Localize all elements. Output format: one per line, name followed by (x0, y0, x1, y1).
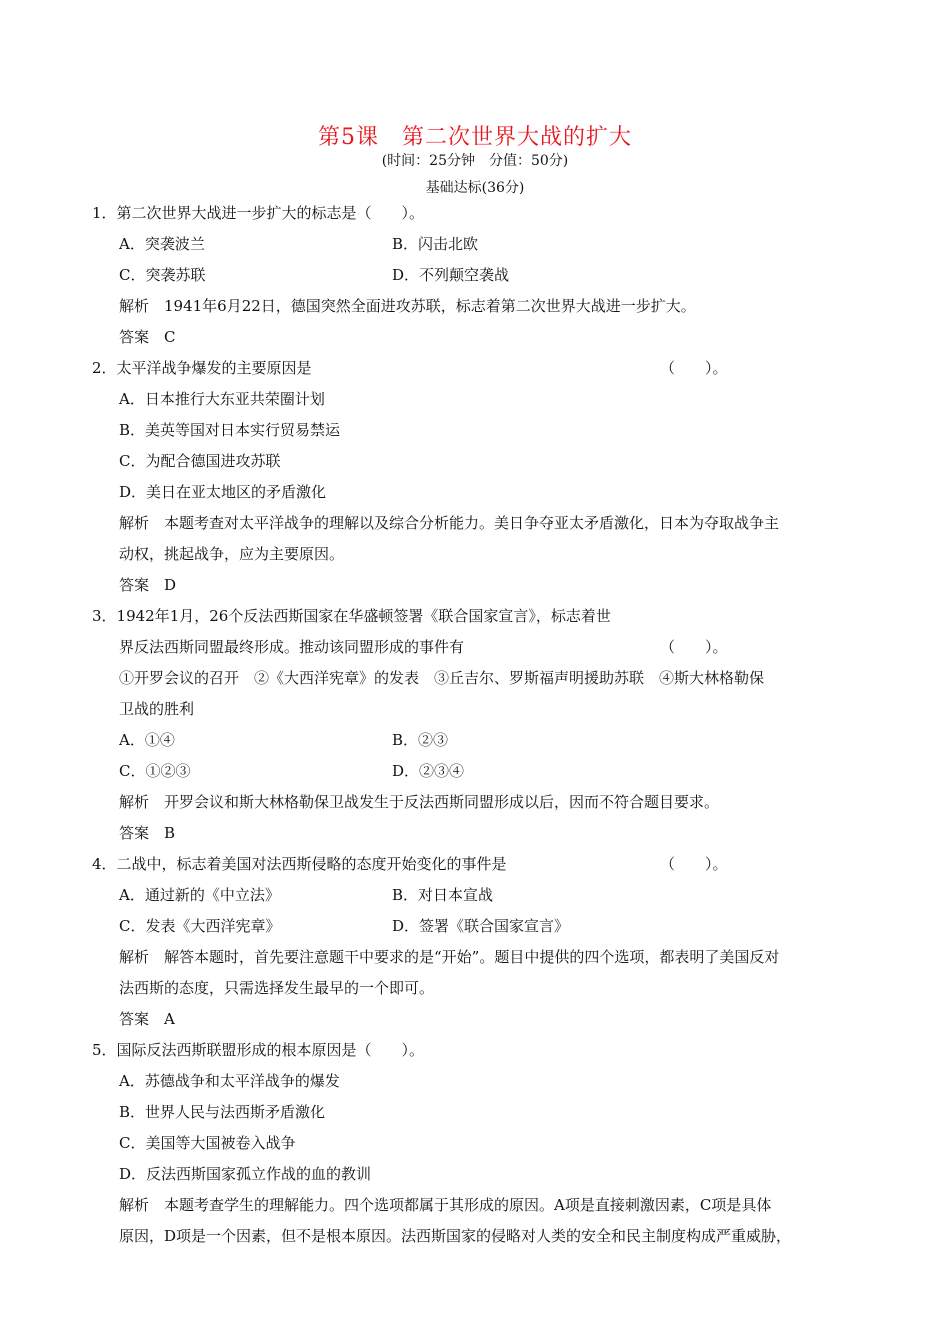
q3-items-line2: 卫战的胜利 (119, 700, 195, 718)
q4-option-b: B．对日本宣战 (392, 886, 494, 904)
time-score-info: (时间：25分钟 分值：50分) (381, 153, 569, 169)
q2-option-d: D．美日在亚太地区的矛盾激化 (119, 483, 327, 501)
q1-option-b: B．闪击北欧 (392, 235, 479, 253)
q4-answer-blank: （ ）。 (660, 855, 728, 873)
q5-stem: 5．国际反法西斯联盟形成的根本原因是（ ）。 (92, 1041, 425, 1059)
q5-option-c: C．美国等大国被卷入战争 (119, 1134, 296, 1152)
q3-option-a: A．①④ (119, 731, 175, 749)
q2-analysis-line1: 解析 本题考查对太平洋战争的理解以及综合分析能力。美日争夺亚太矛盾激化，日本为夺取战争主 (119, 514, 780, 532)
q4-option-a: A．通过新的《中立法》 (119, 886, 280, 904)
q1-option-d: D．不列颠空袭战 (392, 266, 510, 284)
q3-answer: 答案 B (119, 824, 176, 842)
q5-option-d: D．反法西斯国家孤立作战的血的教训 (119, 1165, 372, 1183)
q1-option-c: C．突袭苏联 (119, 266, 206, 284)
q5-analysis-line2: 原因，D项是一个因素，但不是根本原因。法西斯国家的侵略对人类的安全和民主制度构成严重威胁， (119, 1227, 792, 1245)
q1-option-a: A．突袭波兰 (119, 235, 205, 253)
q3-stem-line2: 界反法西斯同盟最终形成。推动该同盟形成的事件有 (119, 638, 465, 656)
q1-stem: 1．第二次世界大战进一步扩大的标志是（ ）。 (92, 204, 425, 222)
q2-analysis-line2: 动权，挑起战争，应为主要原因。 (119, 545, 345, 563)
q4-stem: 4．二战中，标志着美国对法西斯侵略的态度开始变化的事件是 (92, 855, 507, 873)
q4-analysis-line2: 法西斯的态度，只需选择发生最早的一个即可。 (119, 979, 435, 997)
q5-option-a: A．苏德战争和太平洋战争的爆发 (119, 1072, 340, 1090)
q2-option-a: A．日本推行大东亚共荣圈计划 (119, 390, 325, 408)
q2-answer: 答案 D (119, 576, 177, 594)
q4-option-c: C．发表《大西洋宪章》 (119, 917, 281, 935)
section-heading: 基础达标(36分) (425, 180, 525, 196)
q2-stem: 2．太平洋战争爆发的主要原因是 (92, 359, 312, 377)
q3-stem-line1: 3．1942年1月，26个反法西斯国家在华盛顿签署《联合国家宣言》，标志着世 (92, 607, 611, 625)
q5-analysis-line1: 解析 本题考查学生的理解能力。四个选项都属于其形成的原因。A项是直接刺激因素，C项是具体 (119, 1196, 772, 1214)
q4-analysis-line1: 解析 解答本题时，首先要注意题干中要求的是“开始”。题目中提供的四个选项，都表明了美国反对 (119, 948, 780, 966)
q3-answer-blank: （ ）。 (660, 638, 728, 656)
q1-answer: 答案 C (119, 328, 176, 346)
q4-option-d: D．签署《联合国家宣言》 (392, 917, 570, 935)
q3-option-b: B．②③ (392, 731, 449, 749)
q3-analysis: 解析 开罗会议和斯大林格勒保卫战发生于反法西斯同盟形成以后，因而不符合题目要求。 (119, 793, 720, 811)
q2-option-c: C．为配合德国进攻苏联 (119, 452, 281, 470)
q3-items-line1: ①开罗会议的召开 ②《大西洋宪章》的发表 ③丘吉尔、罗斯福声明援助苏联 ④斯大林格勒保 (119, 669, 765, 687)
q5-option-b: B．世界人民与法西斯矛盾激化 (119, 1103, 326, 1121)
q3-option-c: C．①②③ (119, 762, 191, 780)
q4-answer: 答案 A (119, 1010, 175, 1028)
q2-option-b: B．美英等国对日本实行贸易禁运 (119, 421, 341, 439)
q2-answer-blank: （ ）。 (660, 359, 728, 377)
lesson-title: 第5课 第二次世界大战的扩大 (318, 125, 632, 150)
q1-analysis: 解析 1941年6月22日，德国突然全面进攻苏联，标志着第二次世界大战进一步扩大。 (119, 297, 696, 315)
q3-option-d: D．②③④ (392, 762, 465, 780)
